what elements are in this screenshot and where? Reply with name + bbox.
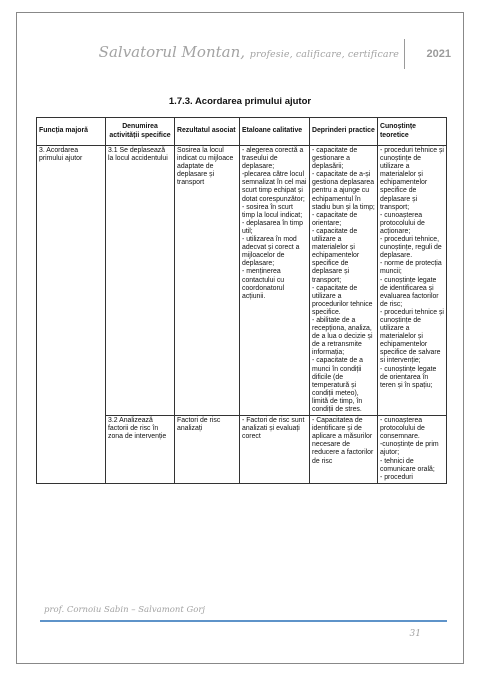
list-item: - cunoașterea protocolului de acționare; bbox=[380, 211, 425, 235]
list-item: - sosirea în scurt timp la locul indicat; bbox=[242, 203, 303, 219]
section-title: 1.7.3. Acordarea primului ajutor bbox=[168, 96, 312, 107]
list-item: -cunoștințe de prim ajutor; bbox=[380, 441, 439, 457]
list-item: - Factori de risc sunt analizati și evaluați corect bbox=[242, 417, 305, 441]
column-header-deprinderi: Deprinderi practice bbox=[310, 118, 378, 146]
column-header-functia: Funcția majoră bbox=[37, 118, 106, 146]
list-item: - cunoștințe legate de identificarea și evaluarea factorilor de risc; bbox=[380, 276, 439, 308]
list-item: - abilitate de a recepționa, analiza, de a lua o decizie și de a retransmite informația; bbox=[312, 316, 373, 357]
column-header-cunostinte: Cunoștințe teoretice bbox=[378, 118, 447, 146]
header-title-main: Salvatorul Montan, bbox=[98, 43, 246, 61]
list-item: - capacitate de gestionare a deplasării; bbox=[312, 147, 358, 171]
list-item: - norme de protecția muncii; bbox=[380, 260, 442, 276]
list-item: - proceduri tehnice și cunoștințe de utilizare a materialelor și echipamentelor specifice de salvare si intervenție; bbox=[380, 308, 444, 365]
footer-divider-line bbox=[40, 620, 447, 622]
cell-etaloane bbox=[240, 146, 310, 416]
list-item: - capacitate de utilizare a materialelor și echipamentelor specifice de deplasare și transport; bbox=[312, 227, 360, 284]
cell-deprinderi bbox=[310, 416, 378, 484]
cell-etaloane bbox=[240, 416, 310, 484]
list-item: - cunoștințe legate de orientarea în teren și în spațiu; bbox=[380, 365, 437, 389]
page-number: 31 bbox=[409, 629, 421, 639]
column-header-etaloane: Etaloane calitative bbox=[240, 118, 310, 146]
header-year: 2021 bbox=[426, 48, 451, 60]
list-item: - menținerea contactului cu coordonatorul acțiunii. bbox=[242, 268, 285, 300]
header-title bbox=[17, 43, 399, 61]
cell-cunostinte bbox=[378, 146, 447, 416]
page-header bbox=[17, 35, 463, 75]
list-item: - capacitate de utilizare a procedurilor tehnice specifice. bbox=[312, 284, 373, 316]
list-item: - deplasarea în timp util; bbox=[242, 219, 303, 235]
header-title-subtitle: profesie, calificare, certificare bbox=[249, 49, 399, 60]
document-page bbox=[16, 12, 464, 664]
list-item: -plecarea către locul semnalizat în cel mai scurt timp echipat și dotat corespunzător; bbox=[242, 171, 307, 203]
header-divider bbox=[404, 39, 405, 69]
cell-cunostinte bbox=[378, 416, 447, 484]
column-header-activitate: Denumirea activității specifice bbox=[106, 118, 175, 146]
cell-functia: 3. Acordarea primului ajutor bbox=[37, 146, 106, 484]
list-item: - capacitate de orientare; bbox=[312, 211, 358, 227]
list-item: - proceduri tehnice și cunoștințe de utilizare a materialelor și echipamentelor specifice de deplasare și transport; bbox=[380, 147, 444, 211]
footer-author: prof. Cornoiu Sabin – Salvamont Gorj bbox=[44, 605, 206, 615]
table-header-row bbox=[37, 118, 447, 146]
list-item: - proceduri tehnice, cunoștințe, reguli de deplasare. bbox=[380, 236, 442, 260]
competency-table bbox=[36, 117, 447, 484]
cell-deprinderi bbox=[310, 146, 378, 416]
cell-activitate: 3.1 Se deplasează la locul accidentului bbox=[106, 146, 175, 416]
table-row bbox=[37, 146, 447, 416]
list-item: - capacitate de a munci în condiții dificile (de temperatură și condiții meteo), limită de timp, în condiții de stres. bbox=[312, 357, 363, 413]
list-item: - Capacitatea de identificare și de aplicare a măsurilor necesare de reducere a factorilor de risc bbox=[312, 417, 374, 465]
cell-rezultat: Sosirea la locul indicat cu mijloace adaptate de deplasare și transport bbox=[175, 146, 240, 416]
list-item: - utilizarea în mod adecvat și corect a mijloacelor de deplasare; bbox=[242, 236, 300, 268]
list-item: - tehnici de comunicare orală; bbox=[380, 457, 435, 473]
list-item: - proceduri bbox=[380, 473, 413, 481]
cell-activitate: 3.2 Analizează factorii de risc în zona de intervenție bbox=[106, 416, 175, 484]
column-header-rezultat: Rezultatul asociat bbox=[175, 118, 240, 146]
list-item: - cunoașterea protocolului de consemnare. bbox=[380, 417, 425, 441]
list-item: - capacitate de a-și gestiona deplasarea pentru a ajunge cu echipamentul în stadiu bun și la timp; bbox=[312, 171, 375, 211]
cell-rezultat: Factori de risc analizați bbox=[175, 416, 240, 484]
list-item: - alegerea corectă a traseului de deplasare; bbox=[242, 147, 304, 171]
